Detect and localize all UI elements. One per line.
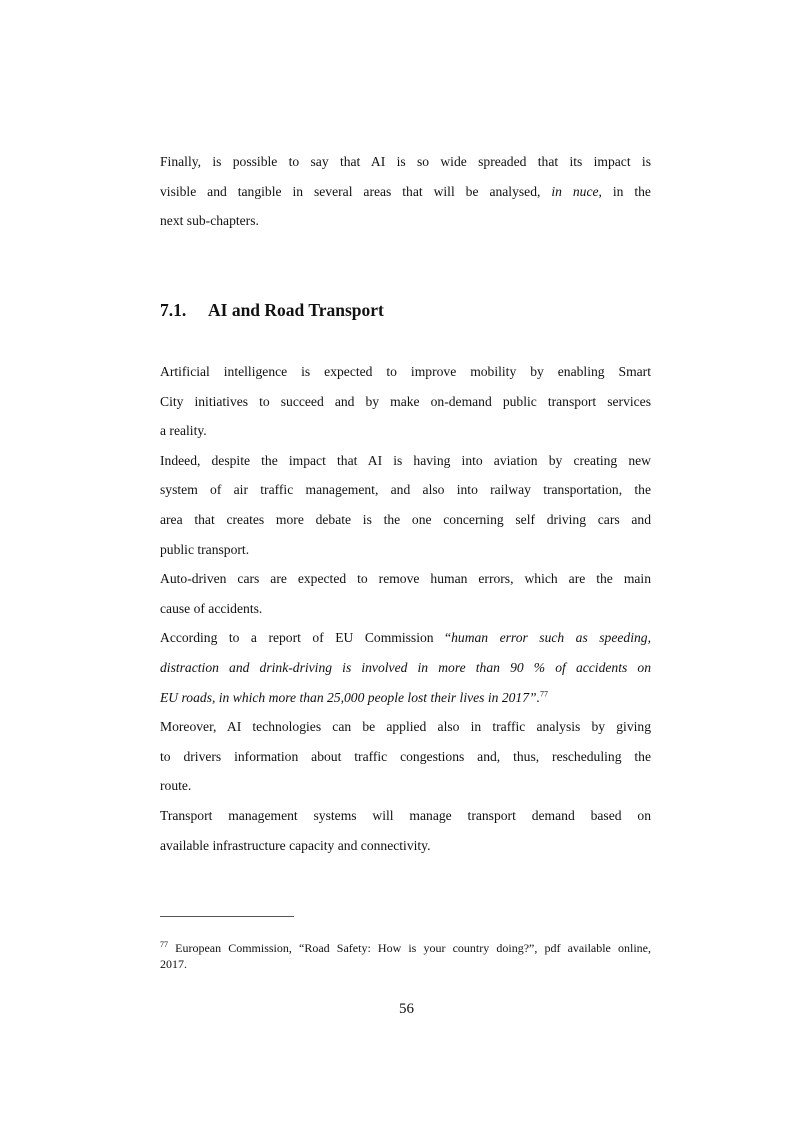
intro-line-2-pre: visible and tangible in several areas that will be analysed, [160, 183, 541, 199]
intro-paragraph [160, 147, 651, 236]
p4-line-1 [160, 623, 651, 653]
body-text [160, 357, 651, 860]
footnote [160, 940, 651, 972]
p4-line-2-quote: distraction and drink-driving is involved in more than 90 % of accidents on [160, 659, 651, 675]
p1-line-2: City initiatives to succeed and by make on-demand public transport services [160, 393, 651, 409]
footnote-divider [160, 916, 294, 917]
p1-line-3: a reality. [160, 423, 207, 439]
footnote-reference[interactable]: 77 [539, 689, 548, 698]
p5-line-2: to drivers information about traffic congestions and, thus, rescheduling the [160, 748, 651, 764]
p6-line-2: available infrastructure capacity and connectivity. [160, 837, 431, 853]
intro-italic-term: in nuce [551, 183, 599, 199]
footnote-line-2: 2017. [160, 957, 187, 971]
p5-line-1: Moreover, AI technologies can be applied also in traffic analysis by giving [160, 719, 651, 735]
p2-line-1: Indeed, despite the impact that AI is having into aviation by creating new [160, 452, 651, 468]
intro-line-2 [160, 177, 651, 207]
section-number: 7.1. [160, 300, 187, 320]
p4-line-3 [160, 683, 651, 713]
p1-line-1: Artificial intelligence is expected to improve mobility by enabling Smart [160, 364, 651, 379]
section-heading [160, 298, 384, 322]
intro-line-2-post: , in the [598, 183, 651, 199]
p4-line-3-quote: EU roads, in which more than 25,000 people lost their lives in 2017”. [160, 689, 540, 705]
intro-line-1: Finally, is possible to say that AI is so wide spreaded that its impact is [160, 154, 651, 169]
footnote-number: 77 [160, 940, 168, 949]
p2-line-2: system of air traffic management, and also into railway transportation, the [160, 482, 651, 498]
p3-line-2: cause of accidents. [160, 600, 263, 616]
footnote-line-1 [160, 940, 651, 956]
footnote-text: European Commission, “Road Safety: How is your country doing?”, pdf available online, [168, 941, 651, 955]
intro-line-3: next sub-chapters. [160, 213, 259, 229]
p3-line-1: Auto-driven cars are expected to remove human errors, which are the main [160, 571, 651, 587]
p6-line-1: Transport management systems will manage transport demand based on [160, 807, 651, 823]
p2-line-3: area that creates more debate is the one concerning self driving cars and [160, 511, 651, 527]
p4-line-2 [160, 653, 651, 683]
p2-line-4: public transport. [160, 541, 250, 557]
page-number: 56 [399, 1001, 414, 1017]
section-title: AI and Road Transport [208, 300, 384, 320]
p4-line-1-pre: According to a report of EU Commission “ [160, 630, 452, 646]
p5-line-3: route. [160, 778, 192, 794]
p4-line-1-quote: human error such as speeding, [451, 630, 651, 646]
